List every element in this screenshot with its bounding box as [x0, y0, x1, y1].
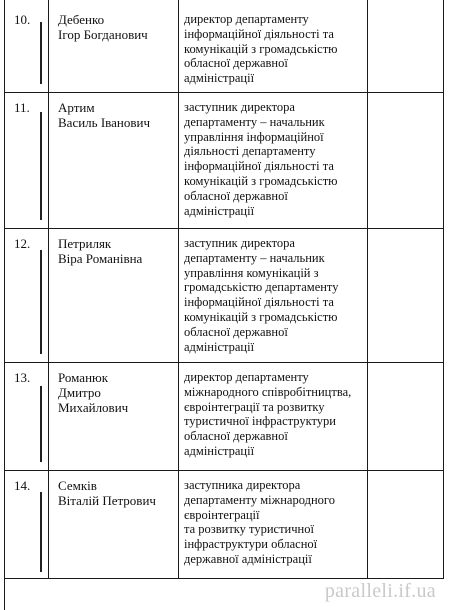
row-divider [4, 228, 444, 229]
margin-mark [40, 22, 42, 84]
margin-mark [40, 112, 42, 220]
row-divider [4, 362, 444, 363]
row-divider [4, 92, 444, 93]
person-name: Романюк Дмитро Михайлович [58, 370, 129, 415]
person-name: Петриляк Віра Романівна [58, 236, 143, 266]
person-position: заступника директора департаменту міжнародного євроінтеграції та розвитку туристичної інфраструктури обласної державної адміністрації [184, 478, 335, 566]
margin-mark [40, 386, 42, 462]
table-column-divider-position [367, 0, 368, 578]
person-name: Дебенко Ігор Богданович [58, 12, 148, 42]
table-border-right [443, 0, 444, 578]
table-column-divider-number [48, 0, 49, 578]
row-number: 11. [14, 100, 30, 115]
person-name: Артим Василь Іванович [58, 100, 150, 130]
row-number: 12. [14, 236, 31, 251]
row-number: 13. [14, 370, 31, 385]
row-number: 14. [14, 478, 31, 493]
person-name: Семків Віталій Петрович [58, 478, 156, 508]
person-position: директор департаменту міжнародного співробітництва, євроінтеграції та розвитку туристичної інфраструктури обласної державної адміністрації [184, 370, 352, 458]
row-number: 10. [14, 12, 31, 27]
margin-mark [40, 250, 42, 354]
table-bottom-border [4, 578, 444, 579]
table-column-divider-name [178, 0, 179, 578]
person-position: директор департаменту інформаційної діяльності та комунікацій з громадськістю обласної державної адміністрації [184, 12, 338, 86]
person-position: заступник директора департаменту – начальник управління комунікацій з громадськістю департаменту інформаційної діяльності та комунікацій з громадськістю обласної державної адміністрації [184, 236, 339, 354]
row-divider [4, 470, 444, 471]
person-position: заступник директора департаменту – начальник управління інформаційної діяльності департаменту інформаційної діяльності та комунікацій з громадськістю обласної державної адміністрації [184, 100, 338, 218]
margin-mark [40, 492, 42, 572]
site-watermark: paralleli.if.ua [324, 580, 436, 602]
